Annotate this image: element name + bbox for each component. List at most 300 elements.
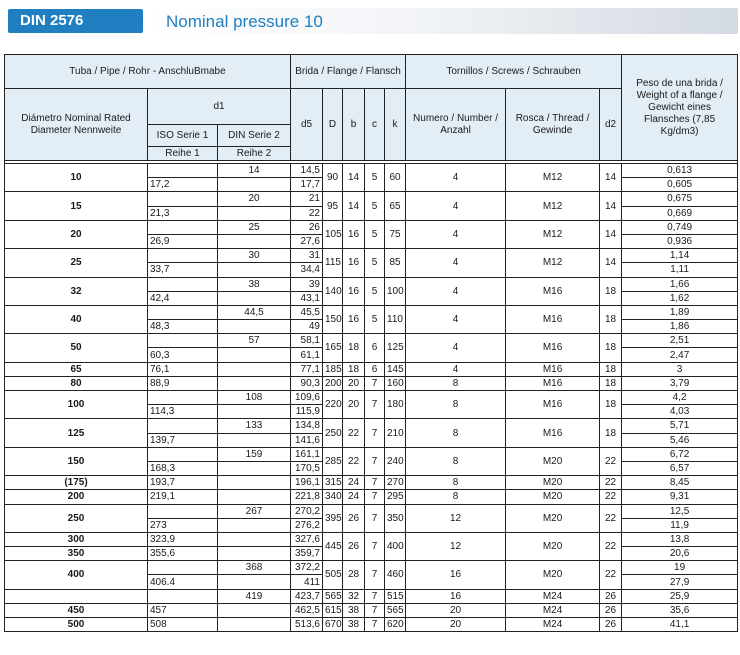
iso-cell bbox=[148, 220, 218, 234]
c-cell: 7 bbox=[365, 419, 385, 447]
dn-cell: 65 bbox=[5, 362, 148, 376]
dn-cell: 250 bbox=[5, 504, 148, 532]
iso-cell bbox=[148, 419, 218, 433]
iso-cell: 457 bbox=[148, 603, 218, 617]
k-cell: 295 bbox=[385, 490, 406, 504]
b-cell: 16 bbox=[343, 220, 365, 248]
numero-cell: 4 bbox=[406, 305, 506, 333]
D-cell: 340 bbox=[323, 490, 343, 504]
c-header: c bbox=[365, 89, 385, 161]
iso-header: ISO Serie 1 bbox=[148, 125, 218, 147]
dn-cell: 80 bbox=[5, 376, 148, 390]
dn-header: Diámetro Nominal Rated Diameter Nennweite bbox=[5, 89, 148, 161]
rosca-cell: M20 bbox=[506, 504, 600, 532]
iso-cell: 323,9 bbox=[148, 532, 218, 546]
din-cell bbox=[218, 518, 291, 532]
table-row bbox=[5, 476, 738, 490]
D-cell: 115 bbox=[323, 249, 343, 277]
tube-header: Tuba / Pipe / Rohr - AnschluBmabe bbox=[5, 55, 291, 89]
din-cell bbox=[218, 532, 291, 546]
b-cell: 22 bbox=[343, 419, 365, 447]
iso-cell: 168,3 bbox=[148, 461, 218, 475]
table-row bbox=[5, 618, 738, 632]
din-cell: 25 bbox=[218, 220, 291, 234]
d5-cell: 327,6 bbox=[291, 532, 323, 546]
din-cell: 38 bbox=[218, 277, 291, 291]
iso-cell bbox=[148, 305, 218, 319]
dn-cell: 400 bbox=[5, 561, 148, 589]
k-cell: 515 bbox=[385, 589, 406, 603]
din-cell bbox=[218, 362, 291, 376]
d2-cell: 18 bbox=[600, 334, 622, 362]
b-cell: 18 bbox=[343, 362, 365, 376]
rosca-cell: M12 bbox=[506, 220, 600, 248]
din-cell: 20 bbox=[218, 192, 291, 206]
b-cell: 24 bbox=[343, 476, 365, 490]
d1-header: d1 bbox=[148, 89, 291, 125]
iso-cell: 219,1 bbox=[148, 490, 218, 504]
table-row bbox=[5, 419, 738, 433]
dn-cell: 300 bbox=[5, 532, 148, 546]
rosca-cell: M12 bbox=[506, 192, 600, 220]
iso-cell bbox=[148, 192, 218, 206]
b-cell: 38 bbox=[343, 618, 365, 632]
weight-cell: 6,72 bbox=[622, 447, 738, 461]
dn-cell: 20 bbox=[5, 220, 148, 248]
D-header: D bbox=[323, 89, 343, 161]
weight-header: Peso de una brida / Weight of a flange / Gewicht eines Flansches (7,85 Kg/dm3) bbox=[622, 55, 738, 161]
iso-cell: 76,1 bbox=[148, 362, 218, 376]
weight-cell: 0,936 bbox=[622, 234, 738, 248]
d2-cell: 22 bbox=[600, 447, 622, 475]
k-cell: 210 bbox=[385, 419, 406, 447]
d2-cell: 18 bbox=[600, 277, 622, 305]
numero-cell: 4 bbox=[406, 192, 506, 220]
d2-cell: 18 bbox=[600, 391, 622, 419]
b-cell: 22 bbox=[343, 447, 365, 475]
d5-cell: 34,4 bbox=[291, 263, 323, 277]
dn-cell: 40 bbox=[5, 305, 148, 333]
d2-cell: 22 bbox=[600, 490, 622, 504]
b-cell: 16 bbox=[343, 305, 365, 333]
reihe1-header: Reihe 1 bbox=[148, 147, 218, 161]
iso-cell: 355,6 bbox=[148, 547, 218, 561]
din-cell bbox=[218, 461, 291, 475]
k-cell: 160 bbox=[385, 376, 406, 390]
rosca-cell: M20 bbox=[506, 561, 600, 589]
din-cell bbox=[218, 603, 291, 617]
table-row bbox=[5, 220, 738, 234]
rosca-cell: M16 bbox=[506, 362, 600, 376]
d5-cell: 21 bbox=[291, 192, 323, 206]
numero-cell: 20 bbox=[406, 603, 506, 617]
weight-cell: 12,5 bbox=[622, 504, 738, 518]
D-cell: 220 bbox=[323, 391, 343, 419]
b-cell: 20 bbox=[343, 376, 365, 390]
weight-cell: 3,79 bbox=[622, 376, 738, 390]
dn-cell: 200 bbox=[5, 490, 148, 504]
din-cell bbox=[218, 376, 291, 390]
iso-cell: 48,3 bbox=[148, 320, 218, 334]
table-row bbox=[5, 164, 738, 178]
dn-cell: 50 bbox=[5, 334, 148, 362]
D-cell: 505 bbox=[323, 561, 343, 589]
c-cell: 5 bbox=[365, 164, 385, 192]
D-cell: 285 bbox=[323, 447, 343, 475]
din-cell bbox=[218, 547, 291, 561]
b-cell: 14 bbox=[343, 164, 365, 192]
din-cell: 419 bbox=[218, 589, 291, 603]
k-cell: 460 bbox=[385, 561, 406, 589]
iso-cell: 406.4 bbox=[148, 575, 218, 589]
dn-cell: 450 bbox=[5, 603, 148, 617]
c-cell: 7 bbox=[365, 504, 385, 532]
weight-cell: 1,66 bbox=[622, 277, 738, 291]
flange-table bbox=[4, 54, 738, 632]
c-cell: 7 bbox=[365, 490, 385, 504]
k-cell: 565 bbox=[385, 603, 406, 617]
d2-cell: 14 bbox=[600, 249, 622, 277]
k-cell: 85 bbox=[385, 249, 406, 277]
din-cell bbox=[218, 575, 291, 589]
din-cell: 44,5 bbox=[218, 305, 291, 319]
din-cell: 30 bbox=[218, 249, 291, 263]
D-cell: 165 bbox=[323, 334, 343, 362]
weight-cell: 5,46 bbox=[622, 433, 738, 447]
weight-cell: 2,47 bbox=[622, 348, 738, 362]
iso-cell: 114,3 bbox=[148, 405, 218, 419]
rosca-cell: M20 bbox=[506, 447, 600, 475]
b-cell: 32 bbox=[343, 589, 365, 603]
D-cell: 105 bbox=[323, 220, 343, 248]
d2-cell: 18 bbox=[600, 419, 622, 447]
b-cell: 38 bbox=[343, 603, 365, 617]
b-cell: 14 bbox=[343, 192, 365, 220]
screws-header: Tornillos / Screws / Schrauben bbox=[406, 55, 622, 89]
din-header: DIN Serie 2 bbox=[218, 125, 291, 147]
c-cell: 5 bbox=[365, 305, 385, 333]
k-cell: 110 bbox=[385, 305, 406, 333]
din-cell bbox=[218, 476, 291, 490]
numero-cell: 8 bbox=[406, 476, 506, 490]
weight-cell: 1,89 bbox=[622, 305, 738, 319]
c-cell: 7 bbox=[365, 376, 385, 390]
rosca-cell: M24 bbox=[506, 603, 600, 617]
b-header: b bbox=[343, 89, 365, 161]
c-cell: 7 bbox=[365, 561, 385, 589]
b-cell: 24 bbox=[343, 490, 365, 504]
c-cell: 7 bbox=[365, 447, 385, 475]
reihe2-header: Reihe 2 bbox=[218, 147, 291, 161]
d2-cell: 26 bbox=[600, 603, 622, 617]
iso-cell: 33,7 bbox=[148, 263, 218, 277]
iso-cell: 60,3 bbox=[148, 348, 218, 362]
k-cell: 400 bbox=[385, 532, 406, 560]
weight-cell: 5,71 bbox=[622, 419, 738, 433]
iso-cell bbox=[148, 164, 218, 178]
k-cell: 100 bbox=[385, 277, 406, 305]
b-cell: 16 bbox=[343, 249, 365, 277]
weight-cell: 8,45 bbox=[622, 476, 738, 490]
d5-cell: 134,8 bbox=[291, 419, 323, 433]
k-cell: 145 bbox=[385, 362, 406, 376]
weight-cell: 13,8 bbox=[622, 532, 738, 546]
c-cell: 6 bbox=[365, 334, 385, 362]
iso-cell: 17,2 bbox=[148, 178, 218, 192]
table-row bbox=[5, 603, 738, 617]
d5-cell: 90,3 bbox=[291, 376, 323, 390]
table-row bbox=[5, 277, 738, 291]
d5-cell: 31 bbox=[291, 249, 323, 263]
c-cell: 7 bbox=[365, 476, 385, 490]
iso-cell bbox=[148, 391, 218, 405]
numero-cell: 4 bbox=[406, 277, 506, 305]
D-cell: 670 bbox=[323, 618, 343, 632]
iso-cell bbox=[148, 447, 218, 461]
weight-cell: 0,605 bbox=[622, 178, 738, 192]
b-cell: 26 bbox=[343, 504, 365, 532]
D-cell: 185 bbox=[323, 362, 343, 376]
b-cell: 16 bbox=[343, 277, 365, 305]
din-cell bbox=[218, 490, 291, 504]
weight-cell: 0,749 bbox=[622, 220, 738, 234]
weight-cell: 0,675 bbox=[622, 192, 738, 206]
numero-cell: 12 bbox=[406, 504, 506, 532]
table-row bbox=[5, 334, 738, 348]
d5-header: d5 bbox=[291, 89, 323, 161]
D-cell: 200 bbox=[323, 376, 343, 390]
din-cell bbox=[218, 348, 291, 362]
c-cell: 7 bbox=[365, 589, 385, 603]
din-cell bbox=[218, 206, 291, 220]
din-cell: 368 bbox=[218, 561, 291, 575]
d5-cell: 77,1 bbox=[291, 362, 323, 376]
table-body bbox=[5, 161, 738, 632]
d5-cell: 45,5 bbox=[291, 305, 323, 319]
iso-cell: 26,9 bbox=[148, 234, 218, 248]
iso-cell bbox=[148, 277, 218, 291]
table-row bbox=[5, 376, 738, 390]
d5-cell: 14,5 bbox=[291, 164, 323, 178]
numero-cell: 4 bbox=[406, 334, 506, 362]
k-cell: 75 bbox=[385, 220, 406, 248]
din-cell: 159 bbox=[218, 447, 291, 461]
d2-cell: 22 bbox=[600, 504, 622, 532]
table-row bbox=[5, 362, 738, 376]
weight-cell: 1,14 bbox=[622, 249, 738, 263]
d5-cell: 43,1 bbox=[291, 291, 323, 305]
rosca-cell: M16 bbox=[506, 334, 600, 362]
iso-cell bbox=[148, 334, 218, 348]
din-cell bbox=[218, 433, 291, 447]
iso-cell: 42,4 bbox=[148, 291, 218, 305]
iso-cell: 21,3 bbox=[148, 206, 218, 220]
dn-cell: 100 bbox=[5, 391, 148, 419]
numero-cell: 4 bbox=[406, 362, 506, 376]
D-cell: 615 bbox=[323, 603, 343, 617]
numero-cell: 8 bbox=[406, 391, 506, 419]
header-bar bbox=[0, 0, 740, 40]
d2-cell: 22 bbox=[600, 532, 622, 560]
D-cell: 140 bbox=[323, 277, 343, 305]
d5-cell: 17,7 bbox=[291, 178, 323, 192]
d2-cell: 26 bbox=[600, 589, 622, 603]
D-cell: 90 bbox=[323, 164, 343, 192]
din-cell: 57 bbox=[218, 334, 291, 348]
d5-cell: 170,5 bbox=[291, 461, 323, 475]
rosca-cell: M24 bbox=[506, 589, 600, 603]
d5-cell: 196,1 bbox=[291, 476, 323, 490]
rosca-header: Rosca / Thread / Gewinde bbox=[506, 89, 600, 161]
d5-cell: 141,6 bbox=[291, 433, 323, 447]
d2-header: d2 bbox=[600, 89, 622, 161]
k-cell: 270 bbox=[385, 476, 406, 490]
k-cell: 60 bbox=[385, 164, 406, 192]
weight-cell: 19 bbox=[622, 561, 738, 575]
d5-cell: 372,2 bbox=[291, 561, 323, 575]
iso-cell: 508 bbox=[148, 618, 218, 632]
d5-cell: 22 bbox=[291, 206, 323, 220]
numero-cell: 4 bbox=[406, 249, 506, 277]
din-cell: 267 bbox=[218, 504, 291, 518]
weight-cell: 3 bbox=[622, 362, 738, 376]
d5-cell: 58,1 bbox=[291, 334, 323, 348]
d5-cell: 513,6 bbox=[291, 618, 323, 632]
b-cell: 26 bbox=[343, 532, 365, 560]
table-row bbox=[5, 561, 738, 575]
d2-cell: 18 bbox=[600, 362, 622, 376]
d5-cell: 39 bbox=[291, 277, 323, 291]
weight-cell: 25,9 bbox=[622, 589, 738, 603]
k-cell: 65 bbox=[385, 192, 406, 220]
d5-cell: 423,7 bbox=[291, 589, 323, 603]
weight-cell: 1,11 bbox=[622, 263, 738, 277]
k-cell: 620 bbox=[385, 618, 406, 632]
d2-cell: 14 bbox=[600, 164, 622, 192]
weight-cell: 2,51 bbox=[622, 334, 738, 348]
weight-cell: 6,57 bbox=[622, 461, 738, 475]
d5-cell: 109,6 bbox=[291, 391, 323, 405]
din-cell bbox=[218, 618, 291, 632]
c-cell: 5 bbox=[365, 220, 385, 248]
D-cell: 445 bbox=[323, 532, 343, 560]
din-cell: 14 bbox=[218, 164, 291, 178]
weight-cell: 0,669 bbox=[622, 206, 738, 220]
D-cell: 250 bbox=[323, 419, 343, 447]
page-title: Nominal pressure 10 bbox=[166, 12, 323, 31]
numero-cell: 8 bbox=[406, 419, 506, 447]
d2-cell: 18 bbox=[600, 305, 622, 333]
standard-badge: DIN 2576 bbox=[8, 9, 143, 33]
dn-cell: 500 bbox=[5, 618, 148, 632]
din-cell: 108 bbox=[218, 391, 291, 405]
weight-cell: 1,86 bbox=[622, 320, 738, 334]
weight-cell: 1,62 bbox=[622, 291, 738, 305]
c-cell: 5 bbox=[365, 249, 385, 277]
d5-cell: 462,5 bbox=[291, 603, 323, 617]
d2-cell: 14 bbox=[600, 192, 622, 220]
c-cell: 5 bbox=[365, 192, 385, 220]
rosca-cell: M20 bbox=[506, 490, 600, 504]
d5-cell: 115,9 bbox=[291, 405, 323, 419]
table-row bbox=[5, 305, 738, 319]
rosca-cell: M20 bbox=[506, 476, 600, 490]
numero-cell: 16 bbox=[406, 589, 506, 603]
numero-cell: 4 bbox=[406, 164, 506, 192]
weight-cell: 9,31 bbox=[622, 490, 738, 504]
b-cell: 28 bbox=[343, 561, 365, 589]
rosca-cell: M12 bbox=[506, 164, 600, 192]
iso-cell: 273 bbox=[148, 518, 218, 532]
dn-cell: 15 bbox=[5, 192, 148, 220]
flange-header: Brida / Flange / Flansch bbox=[291, 55, 406, 89]
din-cell bbox=[218, 291, 291, 305]
D-cell: 315 bbox=[323, 476, 343, 490]
table-row bbox=[5, 490, 738, 504]
weight-cell: 20,6 bbox=[622, 547, 738, 561]
d5-cell: 26 bbox=[291, 220, 323, 234]
table-header bbox=[5, 55, 738, 161]
b-cell: 18 bbox=[343, 334, 365, 362]
rosca-cell: M24 bbox=[506, 618, 600, 632]
c-cell: 6 bbox=[365, 362, 385, 376]
k-cell: 180 bbox=[385, 391, 406, 419]
b-cell: 20 bbox=[343, 391, 365, 419]
iso-cell bbox=[148, 561, 218, 575]
d5-cell: 359,7 bbox=[291, 547, 323, 561]
d5-cell: 270,2 bbox=[291, 504, 323, 518]
d2-cell: 14 bbox=[600, 220, 622, 248]
weight-cell: 4,03 bbox=[622, 405, 738, 419]
dn-cell: 32 bbox=[5, 277, 148, 305]
weight-cell: 11,9 bbox=[622, 518, 738, 532]
din-cell bbox=[218, 178, 291, 192]
d5-cell: 276,2 bbox=[291, 518, 323, 532]
d5-cell: 411 bbox=[291, 575, 323, 589]
iso-cell bbox=[148, 249, 218, 263]
rosca-cell: M16 bbox=[506, 305, 600, 333]
iso-cell: 193,7 bbox=[148, 476, 218, 490]
rosca-cell: M20 bbox=[506, 532, 600, 560]
din-cell bbox=[218, 234, 291, 248]
numero-cell: 16 bbox=[406, 561, 506, 589]
k-cell: 350 bbox=[385, 504, 406, 532]
numero-cell: 8 bbox=[406, 490, 506, 504]
table-row bbox=[5, 532, 738, 546]
k-cell: 240 bbox=[385, 447, 406, 475]
rosca-cell: M16 bbox=[506, 376, 600, 390]
d2-cell: 22 bbox=[600, 561, 622, 589]
title-box bbox=[148, 8, 738, 34]
table-row bbox=[5, 249, 738, 263]
weight-cell: 0,613 bbox=[622, 164, 738, 178]
table-row bbox=[5, 589, 738, 603]
weight-cell: 41,1 bbox=[622, 618, 738, 632]
D-cell: 150 bbox=[323, 305, 343, 333]
din-cell bbox=[218, 405, 291, 419]
d2-cell: 18 bbox=[600, 376, 622, 390]
numero-cell: 4 bbox=[406, 220, 506, 248]
numero-cell: 8 bbox=[406, 447, 506, 475]
din-cell bbox=[218, 320, 291, 334]
dn-cell: 10 bbox=[5, 164, 148, 192]
d5-cell: 49 bbox=[291, 320, 323, 334]
c-cell: 7 bbox=[365, 603, 385, 617]
dn-cell: 350 bbox=[5, 547, 148, 561]
k-cell: 125 bbox=[385, 334, 406, 362]
dn-cell: (175) bbox=[5, 476, 148, 490]
d5-cell: 221,8 bbox=[291, 490, 323, 504]
